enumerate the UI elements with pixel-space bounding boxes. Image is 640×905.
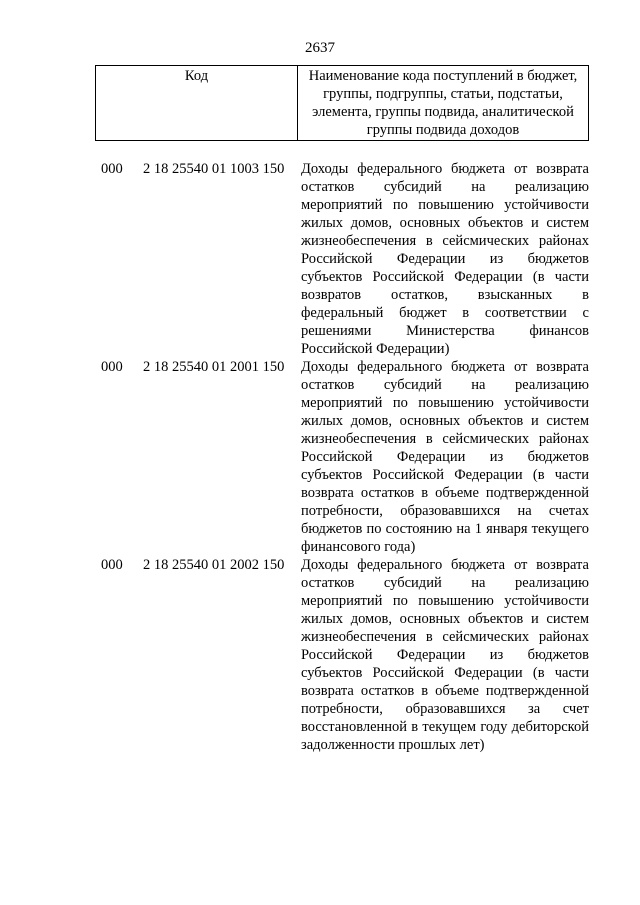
admin-code: 000: [101, 557, 123, 573]
table-header: [95, 65, 589, 141]
revenue-code: 2 18 25540 01 1003 150: [143, 161, 285, 177]
page-number: 2637: [305, 40, 335, 56]
revenue-code: 2 18 25540 01 2002 150: [143, 557, 285, 573]
revenue-description: Доходы федерального бюджета от возврата остатков субсидий на реализацию мероприятий по повышению устойчивости жилых домов, основных объектов и систем жизнеобеспечения в сейсмических районах Российской Федерации из бюджетов субъектов Российской Федерации (в части возврата остатков в объеме подтвержденной потребности, образовавшихся за счет восстановленной в текущем году дебиторской задолженности прошлых лет): [301, 557, 589, 753]
table-row: [0, 160, 640, 358]
revenue-description: Доходы федерального бюджета от возврата остатков субсидий на реализацию мероприятий по повышению устойчивости жилых домов, основных объектов и систем жизнеобеспечения в сейсмических районах Российской Федерации из бюджетов субъектов Российской Федерации (в части возврата остатков в объеме подтвержденной потребности, образовавшихся на счетах бюджетов по состоянию на 1 января текущего финансового года): [301, 359, 589, 555]
header-code-column: Код: [96, 66, 298, 140]
header-name-column: Наименование кода поступлений в бюджет, группы, подгруппы, статьи, подстатьи, элемента, группы подвида, аналитической группы подвида доходов: [308, 68, 578, 138]
revenue-code: 2 18 25540 01 2001 150: [143, 359, 285, 375]
table-row: [0, 358, 640, 556]
admin-code: 000: [101, 359, 123, 375]
table-row: [0, 556, 640, 754]
admin-code: 000: [101, 161, 123, 177]
revenue-description: Доходы федерального бюджета от возврата остатков субсидий на реализацию мероприятий по повышению устойчивости жилых домов, основных объектов и систем жизнеобеспечения в сейсмических районах Российской Федерации из бюджетов субъектов Российской Федерации (в части возвратов остатков, взысканных в федеральный бюджет в соответствии с решениями Министерства финансов Российской Федерации): [301, 161, 589, 357]
table-body: [0, 160, 640, 754]
